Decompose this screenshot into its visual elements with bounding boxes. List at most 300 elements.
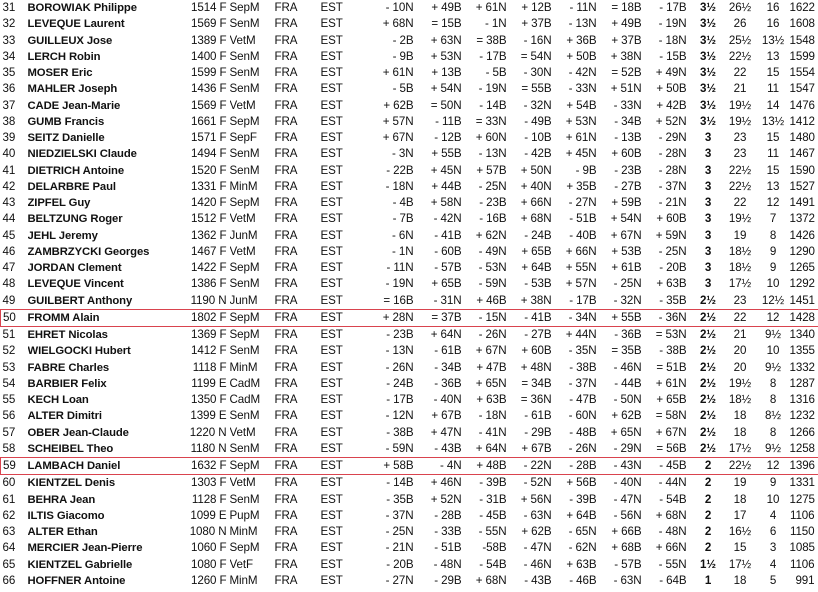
player-points: 2 bbox=[704, 508, 712, 522]
tiebreak-2: 13½ bbox=[761, 33, 785, 47]
tiebreak-1: 22 bbox=[733, 66, 747, 80]
table-row bbox=[1, 573, 818, 589]
player-name: FROMM Alain bbox=[28, 309, 175, 326]
player-category: MinM bbox=[229, 573, 258, 587]
round-2-result: + 54N bbox=[430, 82, 462, 96]
player-rank: 31 bbox=[2, 1, 16, 15]
round-1-result: - 12N bbox=[385, 409, 414, 423]
player-points: 2½ bbox=[700, 393, 716, 407]
player-name: MOSER Eric bbox=[27, 67, 93, 80]
round-4-result: + 37B bbox=[521, 17, 552, 31]
player-category: SepF bbox=[229, 131, 257, 145]
round-6-result: - 46N bbox=[613, 360, 642, 374]
round-2-result: - 34B bbox=[434, 360, 462, 374]
round-6-result: - 32N bbox=[613, 293, 642, 307]
round-7-result: - 38B bbox=[659, 344, 687, 358]
round-5-result: + 44N bbox=[565, 328, 597, 342]
player-federation: FRA bbox=[274, 66, 298, 80]
tiebreak-1: 22½ bbox=[728, 163, 752, 177]
performance-rating: 1265 bbox=[789, 261, 815, 275]
player-rating: 1494 F bbox=[191, 147, 227, 161]
round-2-result: - 11B bbox=[435, 114, 462, 128]
performance-rating: 1622 bbox=[789, 1, 815, 15]
round-3-result: - 18N bbox=[478, 409, 507, 423]
round-4-result: - 10B bbox=[524, 131, 552, 145]
player-name: MERCIER Jean-Pierre bbox=[27, 542, 143, 555]
tiebreak-2: 8 bbox=[769, 376, 777, 390]
table-row bbox=[1, 557, 818, 573]
player-name: SCHEIBEL Theo bbox=[27, 442, 114, 455]
tiebreak-1: 18 bbox=[733, 425, 747, 439]
round-7-result: - 21N bbox=[658, 196, 687, 210]
round-5-result: - 35N bbox=[568, 344, 597, 358]
round-3-result: - 45B bbox=[479, 508, 507, 522]
round-5-result: + 55N bbox=[565, 261, 597, 275]
round-6-result: - 25N bbox=[613, 277, 642, 291]
round-3-result: - 31B bbox=[479, 492, 507, 506]
round-4-result: + 40N bbox=[520, 179, 552, 193]
table-row bbox=[1, 16, 818, 32]
round-3-result: + 60N bbox=[475, 131, 507, 145]
player-league: EST bbox=[320, 328, 343, 342]
round-2-result: + 13B bbox=[431, 66, 462, 80]
round-4-result: + 60B bbox=[521, 344, 552, 358]
player-points: 3 bbox=[704, 212, 712, 226]
tiebreak-2: 6 bbox=[769, 525, 777, 539]
round-7-result: + 60B bbox=[656, 212, 687, 226]
tiebreak-1: 16½ bbox=[728, 525, 752, 539]
round-5-result: + 54B bbox=[566, 98, 597, 112]
player-category: SenM bbox=[229, 82, 260, 96]
round-1-result: - 4B bbox=[392, 196, 414, 210]
player-rating: 1220 N bbox=[189, 425, 227, 439]
player-federation: FRA bbox=[274, 409, 298, 423]
tiebreak-2: 9 bbox=[769, 261, 777, 275]
player-category: SenM bbox=[229, 66, 260, 80]
player-rank: 35 bbox=[2, 66, 16, 80]
player-league: EST bbox=[320, 541, 343, 555]
player-points: 2½ bbox=[700, 376, 716, 390]
round-4-result: + 67B bbox=[521, 441, 552, 455]
player-category: VetM bbox=[229, 98, 256, 112]
player-points: 3 bbox=[704, 277, 712, 291]
round-2-result: + 67B bbox=[431, 409, 462, 423]
player-rank: 54 bbox=[2, 376, 16, 390]
round-6-result: - 34B bbox=[614, 114, 642, 128]
round-7-result: - 44N bbox=[658, 476, 687, 490]
player-federation: FRA bbox=[274, 244, 298, 258]
player-federation: FRA bbox=[274, 212, 298, 226]
table-row-highlighted bbox=[1, 309, 818, 326]
player-name: ZAMBRZYCKI Georges bbox=[27, 245, 150, 258]
round-1-result: - 25N bbox=[385, 525, 414, 539]
player-points: 3½ bbox=[700, 33, 716, 47]
round-1-result: - 19N bbox=[385, 277, 414, 291]
player-league: EST bbox=[320, 228, 343, 242]
round-1-result: - 21N bbox=[385, 541, 414, 555]
round-7-result: - 45B bbox=[648, 458, 693, 475]
player-rank: 46 bbox=[2, 244, 16, 258]
round-1-result: - 38B bbox=[386, 425, 414, 439]
player-category: SepM bbox=[229, 114, 260, 128]
player-league: EST bbox=[320, 441, 343, 455]
round-2-result: + 55B bbox=[431, 147, 462, 161]
round-1-result: - 20B bbox=[386, 557, 414, 571]
tiebreak-2: 12 bbox=[757, 309, 790, 326]
round-5-result: - 28B bbox=[558, 458, 603, 475]
round-7-result: - 55N bbox=[658, 557, 687, 571]
player-name: JORDAN Clement bbox=[27, 262, 122, 275]
round-3-result: + 67N bbox=[475, 344, 507, 358]
player-rank: 60 bbox=[2, 476, 16, 490]
round-7-result: - 25N bbox=[658, 244, 687, 258]
round-4-result: - 32N bbox=[523, 98, 552, 112]
round-1-result: - 10N bbox=[385, 1, 414, 15]
player-rank: 48 bbox=[2, 277, 16, 291]
round-2-result: - 41B bbox=[434, 228, 462, 242]
table-row bbox=[1, 146, 818, 162]
tiebreak-2: 15 bbox=[766, 163, 780, 177]
player-category: SenM bbox=[229, 17, 260, 31]
player-name: ILTIS Giacomo bbox=[27, 509, 105, 522]
tiebreak-2: 12½ bbox=[761, 293, 785, 307]
table-row bbox=[1, 492, 818, 508]
player-points: 3 bbox=[704, 179, 712, 193]
round-3-result: - 55N bbox=[478, 525, 507, 539]
performance-rating: 1150 bbox=[789, 525, 815, 539]
player-points: 2½ bbox=[700, 360, 716, 374]
round-4-result: + 66N bbox=[520, 196, 552, 210]
tiebreak-1: 23 bbox=[733, 131, 747, 145]
performance-rating: 1412 bbox=[789, 114, 815, 128]
player-league: EST bbox=[320, 131, 343, 145]
round-4-result: = 55B bbox=[521, 82, 552, 96]
performance-rating: 1467 bbox=[789, 147, 815, 161]
player-rating: 1436 F bbox=[191, 82, 227, 96]
table-row bbox=[1, 49, 818, 65]
table-row bbox=[1, 211, 818, 227]
round-3-result: - 25N bbox=[478, 179, 507, 193]
table-row bbox=[1, 441, 818, 458]
round-5-result: - 48B bbox=[569, 425, 597, 439]
round-1-result: - 24B bbox=[386, 376, 414, 390]
player-name: DELARBRE Paul bbox=[27, 180, 116, 193]
player-name: LEVEQUE Laurent bbox=[27, 18, 125, 31]
round-6-result: + 60B bbox=[611, 147, 642, 161]
round-5-result: + 35B bbox=[566, 179, 597, 193]
player-league: EST bbox=[320, 293, 343, 307]
round-7-result: + 68N bbox=[655, 508, 687, 522]
tiebreak-1: 22½ bbox=[728, 179, 752, 193]
player-rank: 45 bbox=[2, 228, 16, 242]
table-row bbox=[1, 343, 818, 359]
performance-rating: 991 bbox=[795, 573, 815, 587]
round-3-result: + 68N bbox=[475, 573, 507, 587]
player-league: EST bbox=[320, 425, 343, 439]
player-points: 1½ bbox=[700, 557, 716, 571]
player-league: EST bbox=[320, 17, 343, 31]
round-5-result: - 65N bbox=[568, 525, 597, 539]
player-category: SepM bbox=[230, 458, 275, 475]
player-league: EST bbox=[320, 508, 343, 522]
player-league: EST bbox=[320, 557, 343, 571]
player-federation: FRA bbox=[274, 49, 298, 63]
player-name: BEHRA Jean bbox=[27, 493, 96, 506]
round-3-result: - 15N bbox=[468, 309, 513, 326]
performance-rating: 1292 bbox=[789, 277, 815, 291]
player-federation: FRA bbox=[274, 261, 298, 275]
round-5-result: + 63B bbox=[566, 557, 597, 571]
round-4-result: + 64B bbox=[521, 261, 552, 275]
performance-rating: 1608 bbox=[789, 17, 815, 31]
tiebreak-2: 4 bbox=[769, 508, 777, 522]
player-league: EST bbox=[320, 147, 343, 161]
round-2-result: - 51B bbox=[434, 541, 462, 555]
player-points: 3½ bbox=[700, 98, 716, 112]
player-points: 3 bbox=[704, 228, 712, 242]
player-league: EST bbox=[320, 261, 343, 275]
round-7-result: - 28N bbox=[658, 147, 687, 161]
tiebreak-2: 13½ bbox=[761, 114, 785, 128]
player-name: LAMBACH Daniel bbox=[28, 458, 175, 475]
player-league: EST bbox=[320, 82, 343, 96]
player-league: EST bbox=[320, 360, 343, 374]
player-category: MinM bbox=[229, 179, 258, 193]
round-7-result: = 58N bbox=[655, 409, 687, 423]
table-row bbox=[1, 276, 818, 292]
round-5-result: - 62N bbox=[568, 541, 597, 555]
player-name: LEVEQUE Vincent bbox=[27, 278, 124, 291]
round-5-result: + 53N bbox=[565, 114, 597, 128]
round-7-result: - 28N bbox=[658, 163, 687, 177]
player-category: SenM bbox=[229, 49, 260, 63]
round-7-result: - 19N bbox=[658, 17, 687, 31]
player-category: SenM bbox=[229, 163, 260, 177]
tiebreak-1: 21 bbox=[733, 82, 747, 96]
round-3-result: - 19N bbox=[478, 82, 507, 96]
player-rating: 1099 E bbox=[190, 508, 227, 522]
tiebreak-1: 20 bbox=[733, 344, 747, 358]
tiebreak-2: 8 bbox=[769, 228, 777, 242]
round-7-result: + 63B bbox=[656, 277, 687, 291]
player-points: 3½ bbox=[700, 66, 716, 80]
round-7-result: = 56B bbox=[656, 441, 687, 455]
player-federation: FRA bbox=[274, 147, 298, 161]
tiebreak-1: 18½ bbox=[728, 393, 752, 407]
player-category: CadM bbox=[229, 376, 261, 390]
round-1-result: + 58B bbox=[370, 458, 420, 475]
player-name: GUMB Francis bbox=[27, 115, 105, 128]
player-league: EST bbox=[320, 344, 343, 358]
table-row bbox=[1, 293, 818, 310]
player-rank: 50 bbox=[1, 309, 28, 326]
player-rank: 64 bbox=[2, 541, 16, 555]
player-federation: FRA bbox=[274, 360, 298, 374]
player-points: 2 bbox=[704, 525, 712, 539]
player-rank: 37 bbox=[2, 98, 16, 112]
player-points: 3 bbox=[704, 196, 712, 210]
round-3-result: -58B bbox=[482, 541, 507, 555]
player-rank: 66 bbox=[2, 573, 16, 587]
player-rank: 55 bbox=[2, 393, 16, 407]
player-name: GUILLEUX Jose bbox=[27, 34, 113, 47]
tiebreak-2: 3 bbox=[769, 541, 777, 555]
table-row bbox=[1, 408, 818, 424]
table-row bbox=[1, 244, 818, 260]
round-1-result: - 35B bbox=[386, 492, 414, 506]
round-7-result: - 64B bbox=[659, 573, 687, 587]
player-category: PupM bbox=[229, 508, 260, 522]
round-5-result: + 56B bbox=[566, 476, 597, 490]
table-row bbox=[1, 98, 818, 114]
player-league: EST bbox=[320, 66, 343, 80]
table-row bbox=[1, 0, 818, 16]
tiebreak-2: 5 bbox=[769, 573, 777, 587]
player-category: VetM bbox=[229, 244, 256, 258]
player-points: 2½ bbox=[700, 293, 716, 307]
round-1-result: - 1N bbox=[391, 244, 414, 258]
round-6-result: - 56N bbox=[613, 508, 642, 522]
player-category: SenM bbox=[229, 492, 260, 506]
round-7-result: - 37N bbox=[658, 179, 687, 193]
player-category: SenM bbox=[229, 441, 260, 455]
player-federation: FRA bbox=[274, 492, 298, 506]
player-points: 2½ bbox=[700, 328, 716, 342]
player-points: 2 bbox=[704, 541, 712, 555]
player-federation: FRA bbox=[274, 393, 298, 407]
table-row bbox=[1, 376, 818, 392]
performance-rating: 1287 bbox=[789, 376, 815, 390]
player-rating: 1331 F bbox=[191, 179, 227, 193]
tiebreak-1: 18½ bbox=[728, 261, 752, 275]
player-rank: 40 bbox=[2, 147, 16, 161]
round-5-result: + 66N bbox=[565, 244, 597, 258]
player-rank: 41 bbox=[2, 163, 16, 177]
player-points: 1 bbox=[704, 573, 712, 587]
round-3-result: + 57B bbox=[476, 163, 507, 177]
round-4-result: - 43B bbox=[524, 573, 552, 587]
player-points: 2½ bbox=[693, 309, 724, 326]
round-7-result: - 54B bbox=[659, 492, 687, 506]
round-7-result: + 49N bbox=[655, 66, 687, 80]
table-row bbox=[1, 475, 818, 492]
round-7-result: - 20B bbox=[659, 261, 687, 275]
round-6-result: - 40N bbox=[613, 476, 642, 490]
player-name: LERCH Robin bbox=[27, 50, 101, 63]
tiebreak-1: 19½ bbox=[728, 376, 752, 390]
player-points: 3½ bbox=[700, 114, 716, 128]
player-points: 3 bbox=[704, 147, 712, 161]
round-2-result: - 42N bbox=[433, 212, 462, 226]
round-6-result: + 49B bbox=[611, 17, 642, 31]
round-6-result: - 50N bbox=[613, 393, 642, 407]
round-1-result: - 23B bbox=[386, 328, 414, 342]
round-7-result: = 53N bbox=[655, 328, 687, 342]
round-4-result: - 63N bbox=[523, 508, 552, 522]
round-6-result: + 67N bbox=[610, 228, 642, 242]
table-row bbox=[1, 65, 818, 81]
tiebreak-1: 17½ bbox=[728, 277, 752, 291]
tiebreak-2: 12 bbox=[766, 196, 780, 210]
round-6-result: - 33N bbox=[613, 98, 642, 112]
round-1-result: + 62B bbox=[383, 98, 414, 112]
round-6-result: + 62B bbox=[611, 409, 642, 423]
round-6-result: - 23B bbox=[614, 163, 642, 177]
round-2-result: + 63N bbox=[430, 33, 462, 47]
round-5-result: - 33N bbox=[568, 82, 597, 96]
player-name: ALTER Dimitri bbox=[27, 410, 102, 423]
round-6-result: + 53B bbox=[611, 244, 642, 258]
round-1-result: - 6N bbox=[391, 228, 414, 242]
round-6-result: + 65N bbox=[610, 425, 642, 439]
player-rank: 34 bbox=[2, 49, 16, 63]
player-league: EST bbox=[320, 376, 343, 390]
round-3-result: + 62N bbox=[475, 228, 507, 242]
round-5-result: - 42N bbox=[568, 66, 597, 80]
player-league: EST bbox=[320, 33, 343, 47]
player-category: VetM bbox=[229, 476, 256, 490]
round-6-result: - 47N bbox=[613, 492, 642, 506]
player-points: 3 bbox=[704, 131, 712, 145]
player-rating: 1514 F bbox=[191, 1, 227, 15]
round-1-result: + 28N bbox=[370, 309, 420, 326]
player-federation: FRA bbox=[274, 344, 298, 358]
tiebreak-1: 19 bbox=[733, 228, 747, 242]
player-federation: FRA bbox=[275, 458, 321, 475]
round-2-result: - 12B bbox=[434, 131, 462, 145]
round-5-result: + 36B bbox=[566, 33, 597, 47]
table-row bbox=[1, 179, 818, 195]
table-row bbox=[1, 360, 818, 376]
table-row bbox=[1, 81, 818, 97]
tiebreak-1: 19 bbox=[733, 476, 747, 490]
round-1-result: - 3N bbox=[391, 147, 414, 161]
tiebreak-2: 8 bbox=[769, 425, 777, 439]
tiebreak-1: 21 bbox=[733, 328, 747, 342]
round-2-result: - 4N bbox=[420, 458, 468, 475]
round-2-result: - 40N bbox=[433, 393, 462, 407]
player-rating: 1260 F bbox=[191, 573, 227, 587]
player-league: EST bbox=[320, 277, 343, 291]
tiebreak-2: 11 bbox=[767, 147, 779, 161]
player-rank: 51 bbox=[2, 328, 16, 342]
player-rank: 65 bbox=[2, 557, 16, 571]
player-federation: FRA bbox=[274, 557, 298, 571]
player-category: SepM bbox=[229, 261, 260, 275]
player-league: EST bbox=[320, 1, 343, 15]
round-4-result: + 38N bbox=[520, 293, 552, 307]
player-name: SEITZ Danielle bbox=[27, 132, 105, 145]
round-4-result: - 22N bbox=[513, 458, 558, 475]
player-name: ALTER Ethan bbox=[27, 526, 98, 539]
player-league: EST bbox=[320, 49, 343, 63]
tiebreak-1: 19½ bbox=[728, 212, 752, 226]
tiebreak-2: 13 bbox=[766, 49, 780, 63]
round-7-result: + 52N bbox=[655, 114, 687, 128]
player-rank: 42 bbox=[2, 179, 16, 193]
performance-rating: 1476 bbox=[789, 98, 815, 112]
round-5-result: - 38B bbox=[569, 360, 597, 374]
round-4-result: - 41B bbox=[513, 309, 558, 326]
player-federation: FRA bbox=[274, 33, 298, 47]
tiebreak-1: 23 bbox=[733, 293, 747, 307]
player-rank: 61 bbox=[2, 492, 16, 506]
round-2-result: - 31N bbox=[433, 293, 462, 307]
performance-rating: 1266 bbox=[789, 425, 815, 439]
round-1-result: - 59N bbox=[385, 441, 414, 455]
player-rating: 1571 F bbox=[191, 131, 227, 145]
round-4-result: = 36N bbox=[520, 393, 552, 407]
